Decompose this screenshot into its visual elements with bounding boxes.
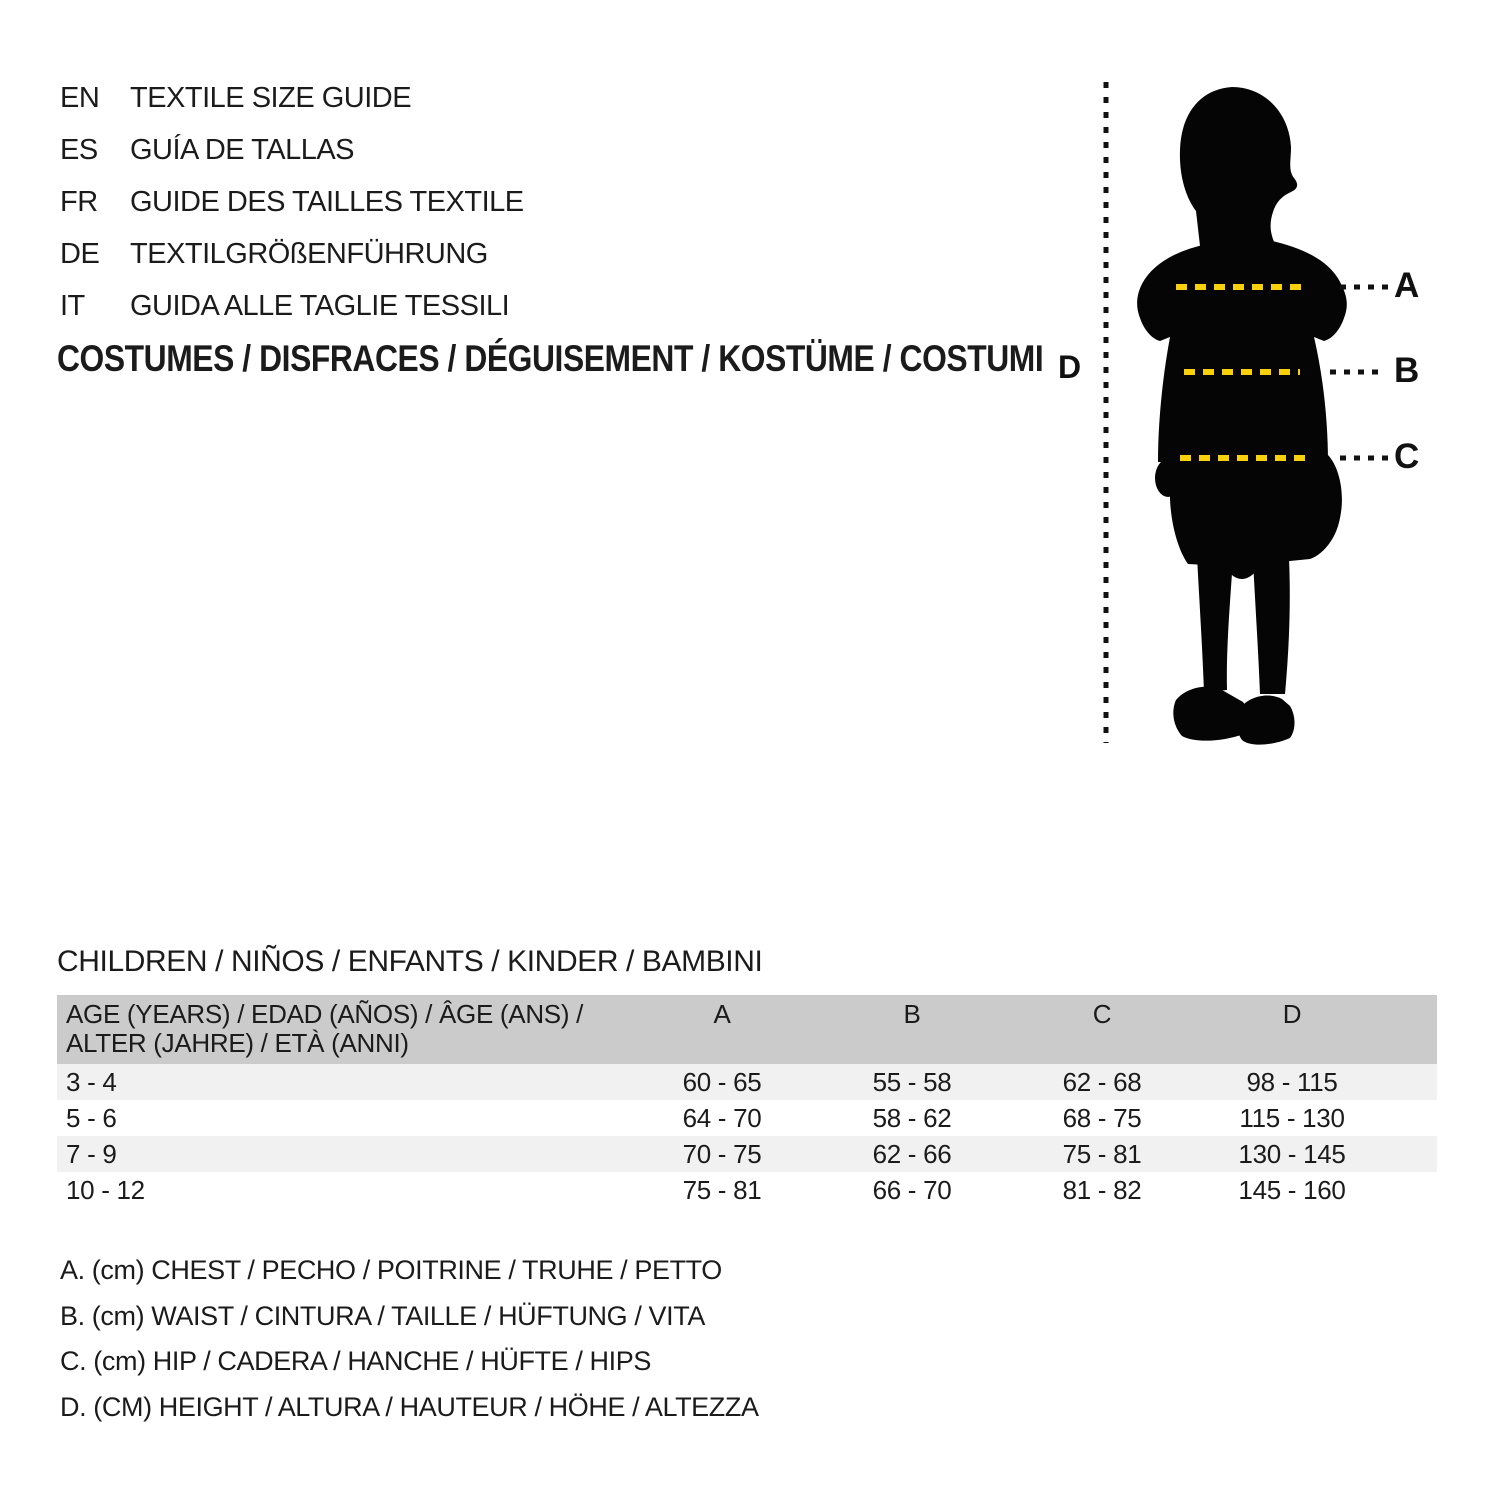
value-cell-c: 68 - 75 <box>1062 1103 1142 1133</box>
language-code: DE <box>60 237 100 270</box>
table-row <box>57 1172 1437 1208</box>
legend-item-hip: C. (cm) HIP / CADERA / HANCHE / HÜFTE / HIPS <box>60 1346 651 1376</box>
value-cell-b: 58 - 62 <box>872 1103 952 1133</box>
value-cell-d: 98 - 115 <box>1246 1067 1338 1097</box>
value-cell-a: 70 - 75 <box>682 1139 762 1169</box>
value-cell-c: 75 - 81 <box>1062 1139 1142 1169</box>
age-column-header <box>57 1000 627 1058</box>
age-header-line2: ALTER (JAHRE) / ETÀ (ANNI) <box>66 1028 409 1058</box>
language-row <box>60 280 524 332</box>
language-code: ES <box>60 133 98 166</box>
language-list <box>60 72 524 332</box>
value-cell-a: 64 - 70 <box>682 1103 762 1133</box>
legend-item-waist: B. (cm) WAIST / CINTURA / TAILLE / HÜFTUNG / VITA <box>60 1300 705 1331</box>
column-header-b: B <box>903 999 921 1029</box>
language-label: GUIDA ALLE TAGLIE TESSILI <box>130 289 510 322</box>
language-code: IT <box>60 289 85 322</box>
language-row <box>60 72 524 124</box>
language-code: FR <box>60 185 98 218</box>
measurement-legend <box>60 1248 759 1430</box>
table-row <box>57 1064 1437 1100</box>
age-cell: 7 - 9 <box>66 1139 117 1169</box>
language-label: TEXTILGRÖßENFÜHRUNG <box>130 237 488 270</box>
hip-label: C <box>1394 437 1420 476</box>
language-row <box>60 176 524 228</box>
legend-item-height: D. (CM) HEIGHT / ALTURA / HAUTEUR / HÖHE / ALTEZZA <box>60 1391 759 1422</box>
value-cell-d: 115 - 130 <box>1239 1103 1345 1133</box>
height-label: D <box>1058 349 1082 385</box>
value-cell-c: 81 - 82 <box>1062 1175 1142 1205</box>
waist-label: B <box>1394 351 1420 390</box>
language-label: GUIDE DES TAILLES TEXTILE <box>130 185 524 218</box>
column-header-d: D <box>1282 999 1302 1029</box>
language-row <box>60 124 524 176</box>
age-cell: 10 - 12 <box>66 1175 145 1205</box>
age-cell: 3 - 4 <box>66 1067 117 1097</box>
value-cell-b: 55 - 58 <box>872 1067 952 1097</box>
size-figure <box>1040 60 1460 760</box>
value-cell-d: 145 - 160 <box>1238 1175 1346 1205</box>
legend-item-chest: A. (cm) CHEST / PECHO / POITRINE / TRUHE / PETTO <box>60 1255 722 1285</box>
value-cell-c: 62 - 68 <box>1062 1067 1142 1097</box>
column-header-a: A <box>713 999 731 1029</box>
size-table <box>57 995 1437 1208</box>
age-header-line1: AGE (YEARS) / EDAD (AÑOS) / ÂGE (ANS) / <box>66 999 584 1029</box>
language-label: TEXTILE SIZE GUIDE <box>130 81 412 114</box>
section-title-children: CHILDREN / NIÑOS / ENFANTS / KINDER / BAMBINI <box>57 945 763 978</box>
age-cell: 5 - 6 <box>66 1103 117 1133</box>
value-cell-a: 75 - 81 <box>682 1175 762 1205</box>
value-cell-d: 130 - 145 <box>1238 1139 1346 1169</box>
language-code: EN <box>60 81 100 114</box>
value-cell-b: 66 - 70 <box>872 1175 952 1205</box>
category-title: COSTUMES / DISFRACES / DÉGUISEMENT / KOSTÜME / COSTUMI <box>57 338 1044 379</box>
language-label: GUÍA DE TALLAS <box>130 133 355 166</box>
value-cell-a: 60 - 65 <box>682 1067 762 1097</box>
value-cell-b: 62 - 66 <box>872 1139 952 1169</box>
table-header-row <box>57 995 1437 1064</box>
table-row <box>57 1136 1437 1172</box>
child-silhouette-illustration <box>1040 60 1460 760</box>
table-row <box>57 1100 1437 1136</box>
child-silhouette <box>1137 87 1347 745</box>
language-row <box>60 228 524 280</box>
chest-label: A <box>1394 266 1420 305</box>
column-header-c: C <box>1092 999 1112 1029</box>
